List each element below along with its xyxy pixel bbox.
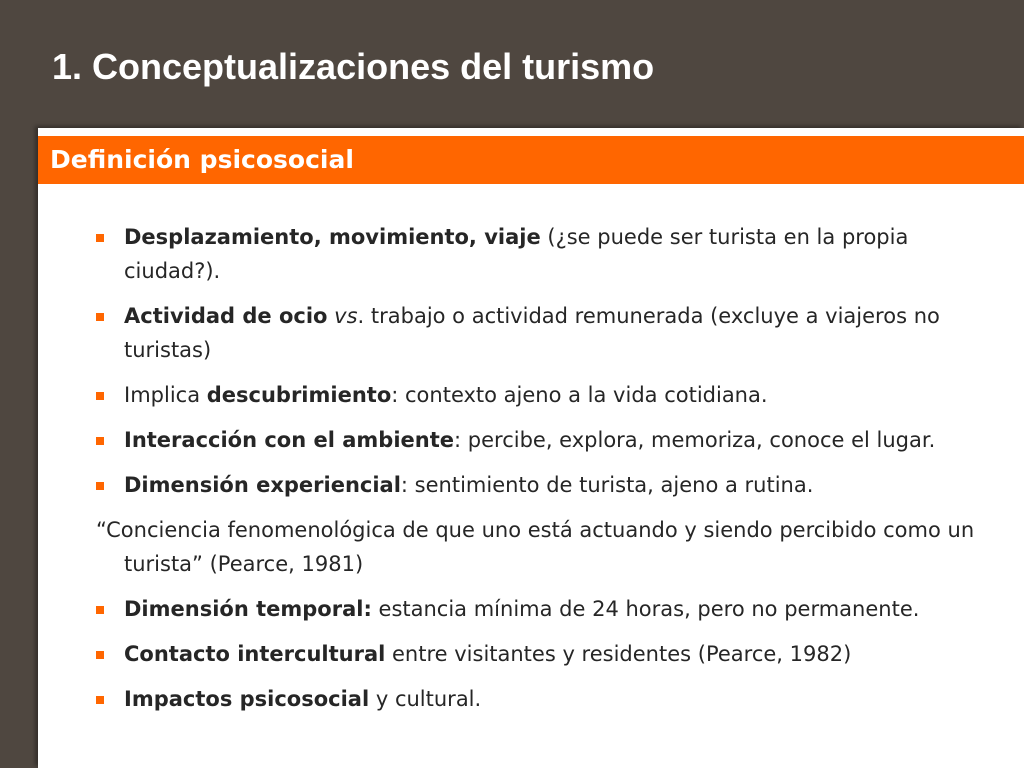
item-bold: Actividad de ocio [124, 304, 328, 328]
item-text: : percibe, explora, memoriza, conoce el lugar. [454, 428, 936, 452]
square-bullet-icon [96, 696, 104, 704]
list-item [96, 378, 996, 412]
content-panel [38, 128, 1024, 768]
item-bold: Interacción con el ambiente [124, 428, 455, 452]
item-bold: Dimensión temporal: [124, 597, 372, 621]
square-bullet-icon [96, 313, 104, 321]
list-item [96, 637, 996, 671]
item-italic: vs [334, 304, 358, 328]
item-text: y cultural. [369, 687, 482, 711]
square-bullet-icon [96, 234, 104, 242]
section-header-bar [38, 136, 1024, 184]
item-bold: Impactos psicosocial [124, 687, 370, 711]
square-bullet-icon [96, 392, 104, 400]
list-item [96, 220, 996, 288]
list-item [96, 682, 996, 716]
square-bullet-icon [96, 606, 104, 614]
pearce-quote: “Conciencia fenomenológica de que uno está actuando y siendo percibido como un turista” (Pearce, 1981) [96, 518, 975, 576]
item-text: : contexto ajeno a la vida cotidiana. [391, 383, 768, 407]
item-bold: Desplazamiento, movimiento, viaje [124, 225, 541, 249]
list-item [96, 468, 996, 502]
list-item [96, 423, 996, 457]
item-text: . trabajo o actividad remunerada (excluye a viajeros no turistas) [124, 304, 940, 362]
item-text: : sentimiento de turista, ajeno a rutina. [400, 473, 814, 497]
item-bold: descubrimiento [206, 383, 392, 407]
section-title: Definición psicosocial [50, 145, 354, 174]
item-text: estancia mínima de 24 horas, pero no permanente. [371, 597, 920, 621]
slide-title: 1. Conceptualizaciones del turismo [52, 46, 655, 87]
item-text: (¿se puede ser turista en la propia ciudad?). [124, 225, 909, 283]
item-bold: Dimensión experiencial [124, 473, 401, 497]
square-bullet-icon [96, 482, 104, 490]
item-pre: Implica [124, 383, 207, 407]
square-bullet-icon [96, 651, 104, 659]
item-bold: Contacto intercultural [124, 642, 386, 666]
bullet-list [96, 220, 996, 727]
item-text: entre visitantes y residentes (Pearce, 1982) [385, 642, 852, 666]
list-item [96, 592, 996, 626]
list-item [96, 299, 996, 367]
square-bullet-icon [96, 437, 104, 445]
